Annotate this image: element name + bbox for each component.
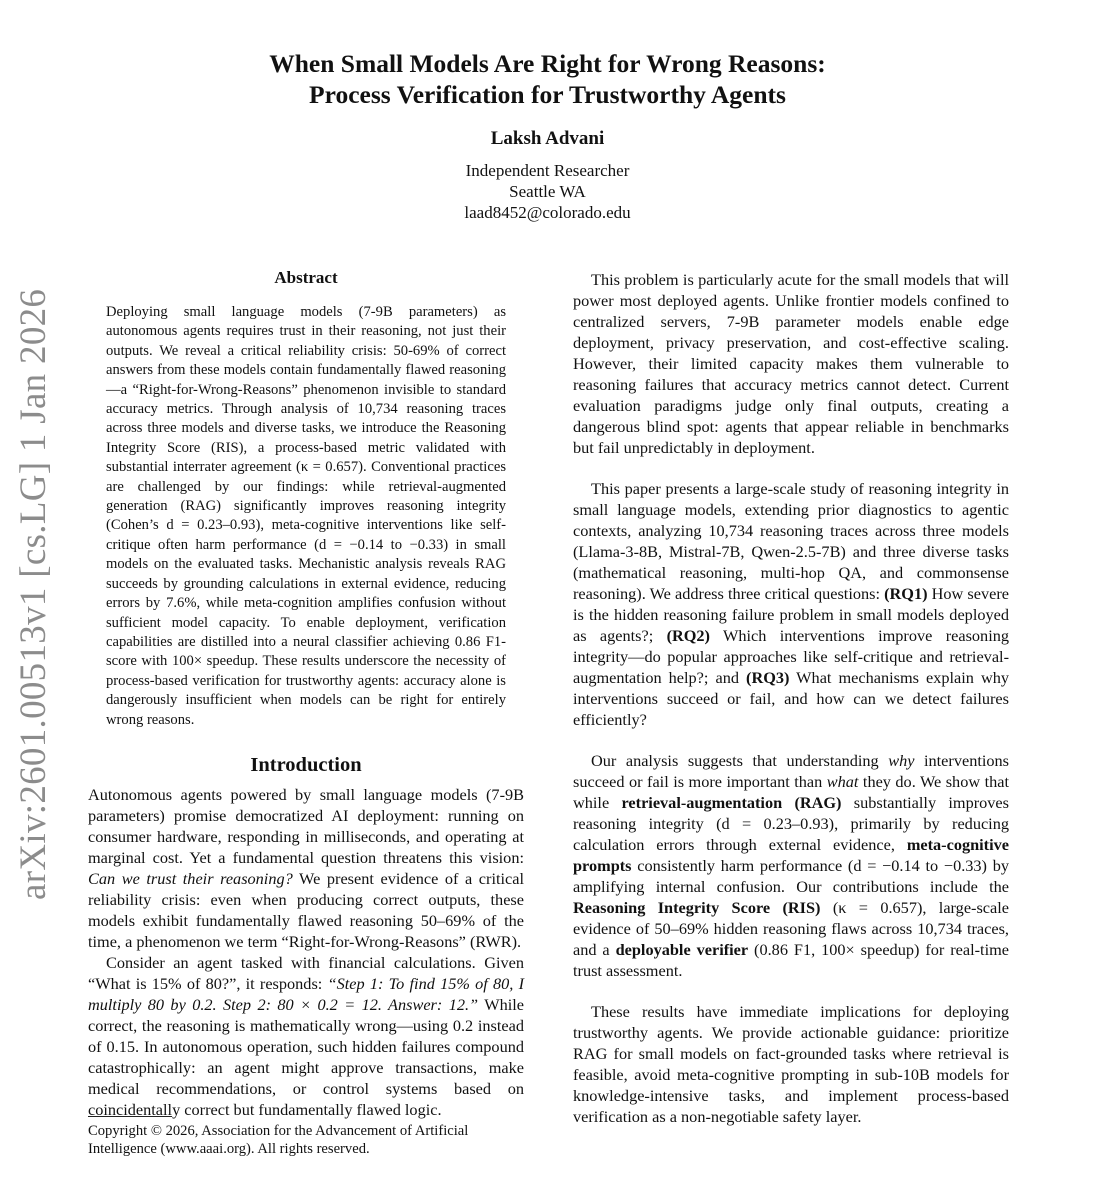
author-location: Seattle WA	[509, 182, 586, 201]
intro-paragraph-1: Autonomous agents powered by small language models (7-9B parameters) promise democratized AI deployment: running on consumer hardware, responding in milliseconds, and operating at marginal cost. Yet a fundamental question threatens this vision: Can we trust their reasoning? We present evidence of a critical reliability crisis: even when producing correct outputs, these models exhibit fundamentally flawed reasoning 50–69% of the time, a phenomenon we term “Right-for-Wrong-Reasons” (RWR).	[88, 785, 524, 951]
abstract-heading: Abstract	[274, 268, 338, 287]
title-line-1: When Small Models Are Right for Wrong Reasons:	[269, 49, 826, 78]
author-affiliation: Independent Researcher	[465, 161, 630, 180]
copyright-notice: Copyright © 2026, Association for the Advancement of Artificial Intelligence (www.aaai.org). All rights reserved.	[88, 1123, 469, 1157]
intro-paragraph-4: This paper presents a large-scale study of reasoning integrity in small language models, extending prior diagnostics to agentic contexts, analyzing 10,734 reasoning traces across three models (Llama-3-8B, Mistral-7B, Qwen-2.5-7B) and three diverse tasks (mathematical reasoning, multi-hop QA, and commonsense reasoning). We address three critical questions: (RQ1) How severe is the hidden reasoning failure problem in small models deployed as agents?; (RQ2) Which interventions improve reasoning integrity—do popular approaches like self-critique and retrieval-augmentation help?; and (RQ3) What mechanisms explain why interventions succeed or fail, and how can we detect failures efficiently?	[573, 479, 1009, 729]
intro-paragraph-6: These results have immediate implications for deploying trustworthy agents. We provide actionable guidance: prioritize RAG for small models on fact-grounded tasks where retrieval is feasible, avoid meta-cognitive prompting in sub-10B models for knowledge-intensive tasks, and implement process-based verification as a non-negotiable safety layer.	[573, 1002, 1009, 1126]
author-email: laad8452@colorado.edu	[464, 203, 631, 222]
right-column	[573, 269, 1009, 1147]
introduction-heading: Introduction	[250, 754, 362, 776]
author-name: Laksh Advani	[490, 128, 605, 149]
title-line-2: Process Verification for Trustworthy Agents	[309, 80, 786, 109]
arxiv-identifier: arXiv:2601.00513v1 [cs.LG] 1 Jan 2026	[13, 288, 54, 900]
paper-title	[0, 48, 1095, 110]
left-column	[88, 784, 524, 1120]
intro-paragraph-5: Our analysis suggests that understanding why interventions succeed or fail is more important than what they do. We show that while retrieval-augmentation (RAG) substantially improves reasoning integrity (d = 0.23–0.93), primarily by reducing calculation errors through external evidence, meta-cognitive prompts consistently harm performance (d = −0.14 to −0.33) by amplifying internal confusion. Our contributions include the Reasoning Integrity Score (RIS) (κ = 0.657), large-scale evidence of 50–69% hidden reasoning flaws across 10,734 traces, and a deployable verifier (0.86 F1, 100× speedup) for real-time trust assessment.	[573, 751, 1010, 980]
footnote-rule	[88, 1116, 172, 1117]
abstract-text: Deploying small language models (7-9B parameters) as autonomous agents requires trust in their reasoning, not just their outputs. We reveal a critical reliability crisis: 50-69% of correct answers from these models contain fundamentally flawed reasoning—a “Right-for-Wrong-Reasons” phenomenon invisible to standard accuracy metrics. Through analysis of 10,734 reasoning traces across three models and diverse tasks, we introduce the Reasoning Integrity Score (RIS), a process-based metric validated with substantial interrater agreement (κ = 0.657). Conventional practices are challenged by our findings: while retrieval-augmented generation (RAG) significantly improves reasoning integrity (Cohen’s d = 0.23–0.93), meta-cognitive interventions like self-critique often harm performance (d = −0.14 to −0.33) in small models on the evaluated tasks. Mechanistic analysis reveals RAG succeeds by grounding calculations in external evidence, reducing errors by 7.6%, while meta-cognition amplifies confusion without sufficient model capacity. To enable deployment, verification capabilities are distilled into a neural classifier achieving 0.86 F1-score with 100× speedup. These results underscore the necessity of process-based verification for trustworthy agents: accuracy alone is dangerously insufficient when models can be right for entirely wrong reasons.	[106, 304, 506, 728]
intro-paragraph-3: This problem is particularly acute for the small models that will power most deployed agents. Unlike frontier models confined to centralized servers, 7-9B parameter models enable edge deployment, privacy preservation, and cost-effective scaling. However, their limited capacity makes them vulnerable to reasoning failures that accuracy metrics cannot detect. Current evaluation paradigms judge only final outputs, creating a dangerous blind spot: agents that appear reliable in benchmarks but fail unpredictably in deployment.	[573, 270, 1009, 457]
intro-paragraph-2: Consider an agent tasked with financial calculations. Given “What is 15% of 80?”, it responds: “Step 1: To find 15% of 80, I multiply 80 by 0.2. Step 2: 80 × 0.2 = 12. Answer: 12.” While correct, the reasoning is mathematically wrong—using 0.2 instead of 0.15. In autonomous operation, such hidden failures compound catastrophically: an agent might approve transactions, make medical recommendations, or control systems based on coincidentally correct but fundamentally flawed logic.	[88, 953, 525, 1119]
